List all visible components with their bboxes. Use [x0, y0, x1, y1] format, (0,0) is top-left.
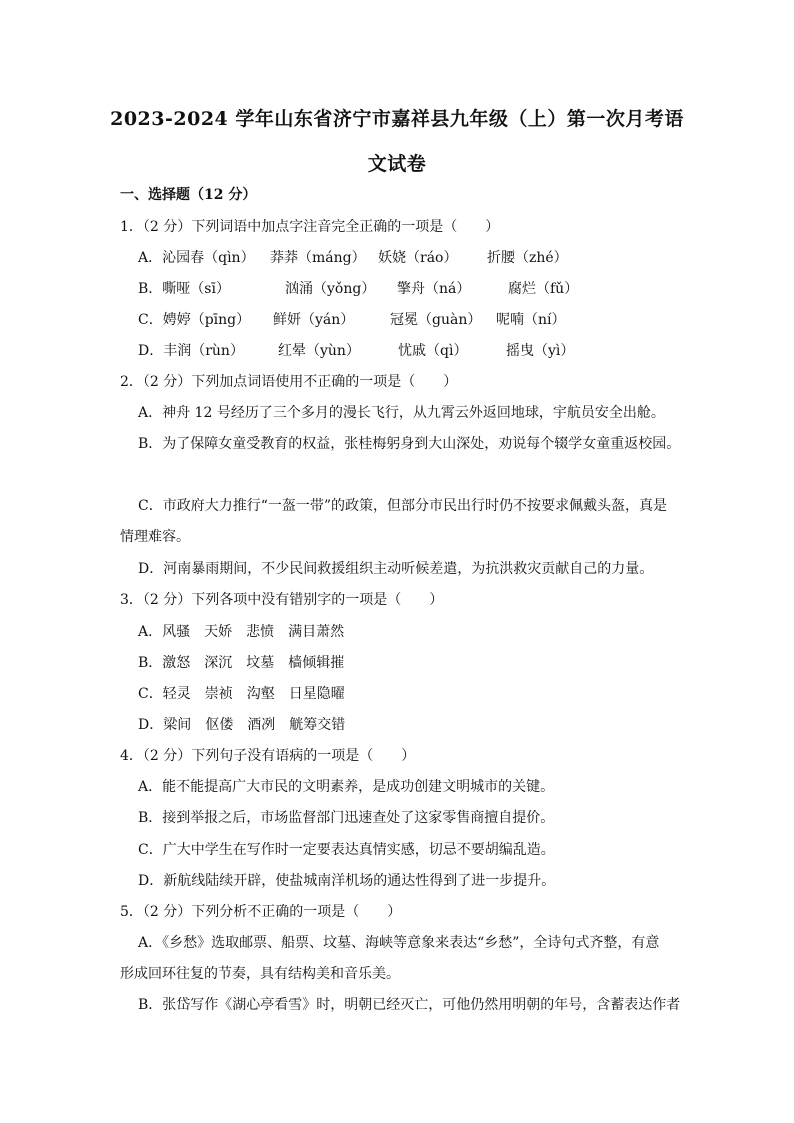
- question-2-stem: 2．（2 分）下列加点词语使用不正确的一项是（ ）: [120, 374, 458, 390]
- question-5-option-b: B．张岱写作《湖心亭看雪》时，明朝已经灭亡，可他仍然用明朝的年号，含蓄表达作者: [138, 997, 681, 1013]
- question-5-stem: 5．（2 分）下列分析不正确的一项是（ ）: [120, 904, 402, 920]
- question-2-option-c: C．市政府大力推行“一盔一带”的政策，但部分市民出行时仍不按要求佩戴头盔，真是: [138, 498, 668, 514]
- q1-option-b-word-2: 汹涌（yǒng）: [285, 281, 376, 297]
- question-3-option-b: B．激怒 深沉 坟墓 樯倾辑摧: [138, 655, 345, 671]
- q1-option-d-word-3: 忧戚（qì）: [398, 343, 468, 359]
- q1-option-a-word-1: A．沁园春（qìn）: [138, 250, 255, 266]
- question-4-option-c: C．广大中学生在写作时一定要表达真情实感，切忌不要胡编乱造。: [138, 842, 555, 858]
- q1-option-a-word-3: 妖娆（ráo）: [378, 250, 458, 266]
- exam-title-line-2: 文试卷: [367, 153, 427, 175]
- question-2-option-c-continued: 情理难容。: [120, 529, 190, 545]
- exam-title-line-1: 2023-2024 学年山东省济宁市嘉祥县九年级（上）第一次月考语: [110, 108, 684, 130]
- question-3-stem: 3．（2 分）下列各项中没有错别字的一项是（ ）: [120, 592, 444, 608]
- q1-option-d-word-4: 摇曳（yì）: [506, 343, 575, 359]
- q1-option-b-word-1: B．嘶哑（sī）: [138, 281, 230, 297]
- question-3-option-d: D．梁间 伛偻 酒冽 觥筹交错: [138, 717, 346, 733]
- question-4-stem: 4．（2 分）下列句子没有语病的一项是（ ）: [120, 748, 416, 764]
- question-5-option-a-continued: 形成回环往复的节奏，具有结构美和音乐美。: [120, 966, 400, 982]
- q1-option-b-word-3: 擎舟（ná）: [397, 281, 471, 297]
- question-3-option-a: A．风骚 天娇 悲愤 满目萧然: [138, 624, 345, 640]
- q1-option-b-word-4: 腐烂（fǔ）: [508, 281, 579, 297]
- question-4-option-a: A．能不能提高广大市民的文明素养，是成功创建文明城市的关键。: [138, 779, 555, 795]
- q1-option-c-word-3: 冠冕（guàn）: [390, 312, 482, 328]
- question-2-option-b: B．为了保障女童受教育的权益，张桂梅躬身到大山深处，劝说每个辍学女童重返校园。: [138, 436, 681, 452]
- question-4-option-d: D．新航线陆续开辟，使盐城南洋机场的通达性得到了进一步提升。: [138, 873, 556, 889]
- question-5-option-a: A．《乡愁》选取邮票、船票、坟墓、海峡等意象来表达“乡愁”，全诗句式齐整，有意: [138, 935, 660, 951]
- q1-option-d-word-1: D．丰润（rùn）: [138, 343, 244, 359]
- q1-option-c-word-4: 呢喃（ní）: [496, 312, 566, 328]
- question-2-option-a: A．神舟 12 号经历了三个多月的漫长飞行，从九霄云外返回地球，宇航员安全出舱。: [138, 405, 665, 421]
- section-heading-choice: 一、选择题（12 分）: [120, 187, 257, 203]
- q1-option-d-word-2: 红晕（yùn）: [278, 343, 360, 359]
- question-4-option-b: B．接到举报之后，市场监督部门迅速查处了这家零售商擅自提价。: [138, 810, 555, 826]
- q1-option-a-word-4: 折腰（zhé）: [487, 250, 568, 266]
- q1-option-c-word-1: C．娉婷（pīng）: [138, 312, 251, 328]
- q1-option-c-word-2: 鲜妍（yán）: [273, 312, 355, 328]
- q1-option-a-word-2: 莽莽（máng）: [270, 250, 366, 266]
- question-2-option-d: D．河南暴雨期间，不少民间救援组织主动听候差遣，为抗洪救灾贡献自己的力量。: [138, 561, 654, 577]
- question-3-option-c: C．轻灵 崇祯 沟壑 日星隐曜: [138, 686, 345, 702]
- question-1-stem: 1．（2 分）下列词语中加点字注音完全正确的一项是（ ）: [120, 219, 500, 235]
